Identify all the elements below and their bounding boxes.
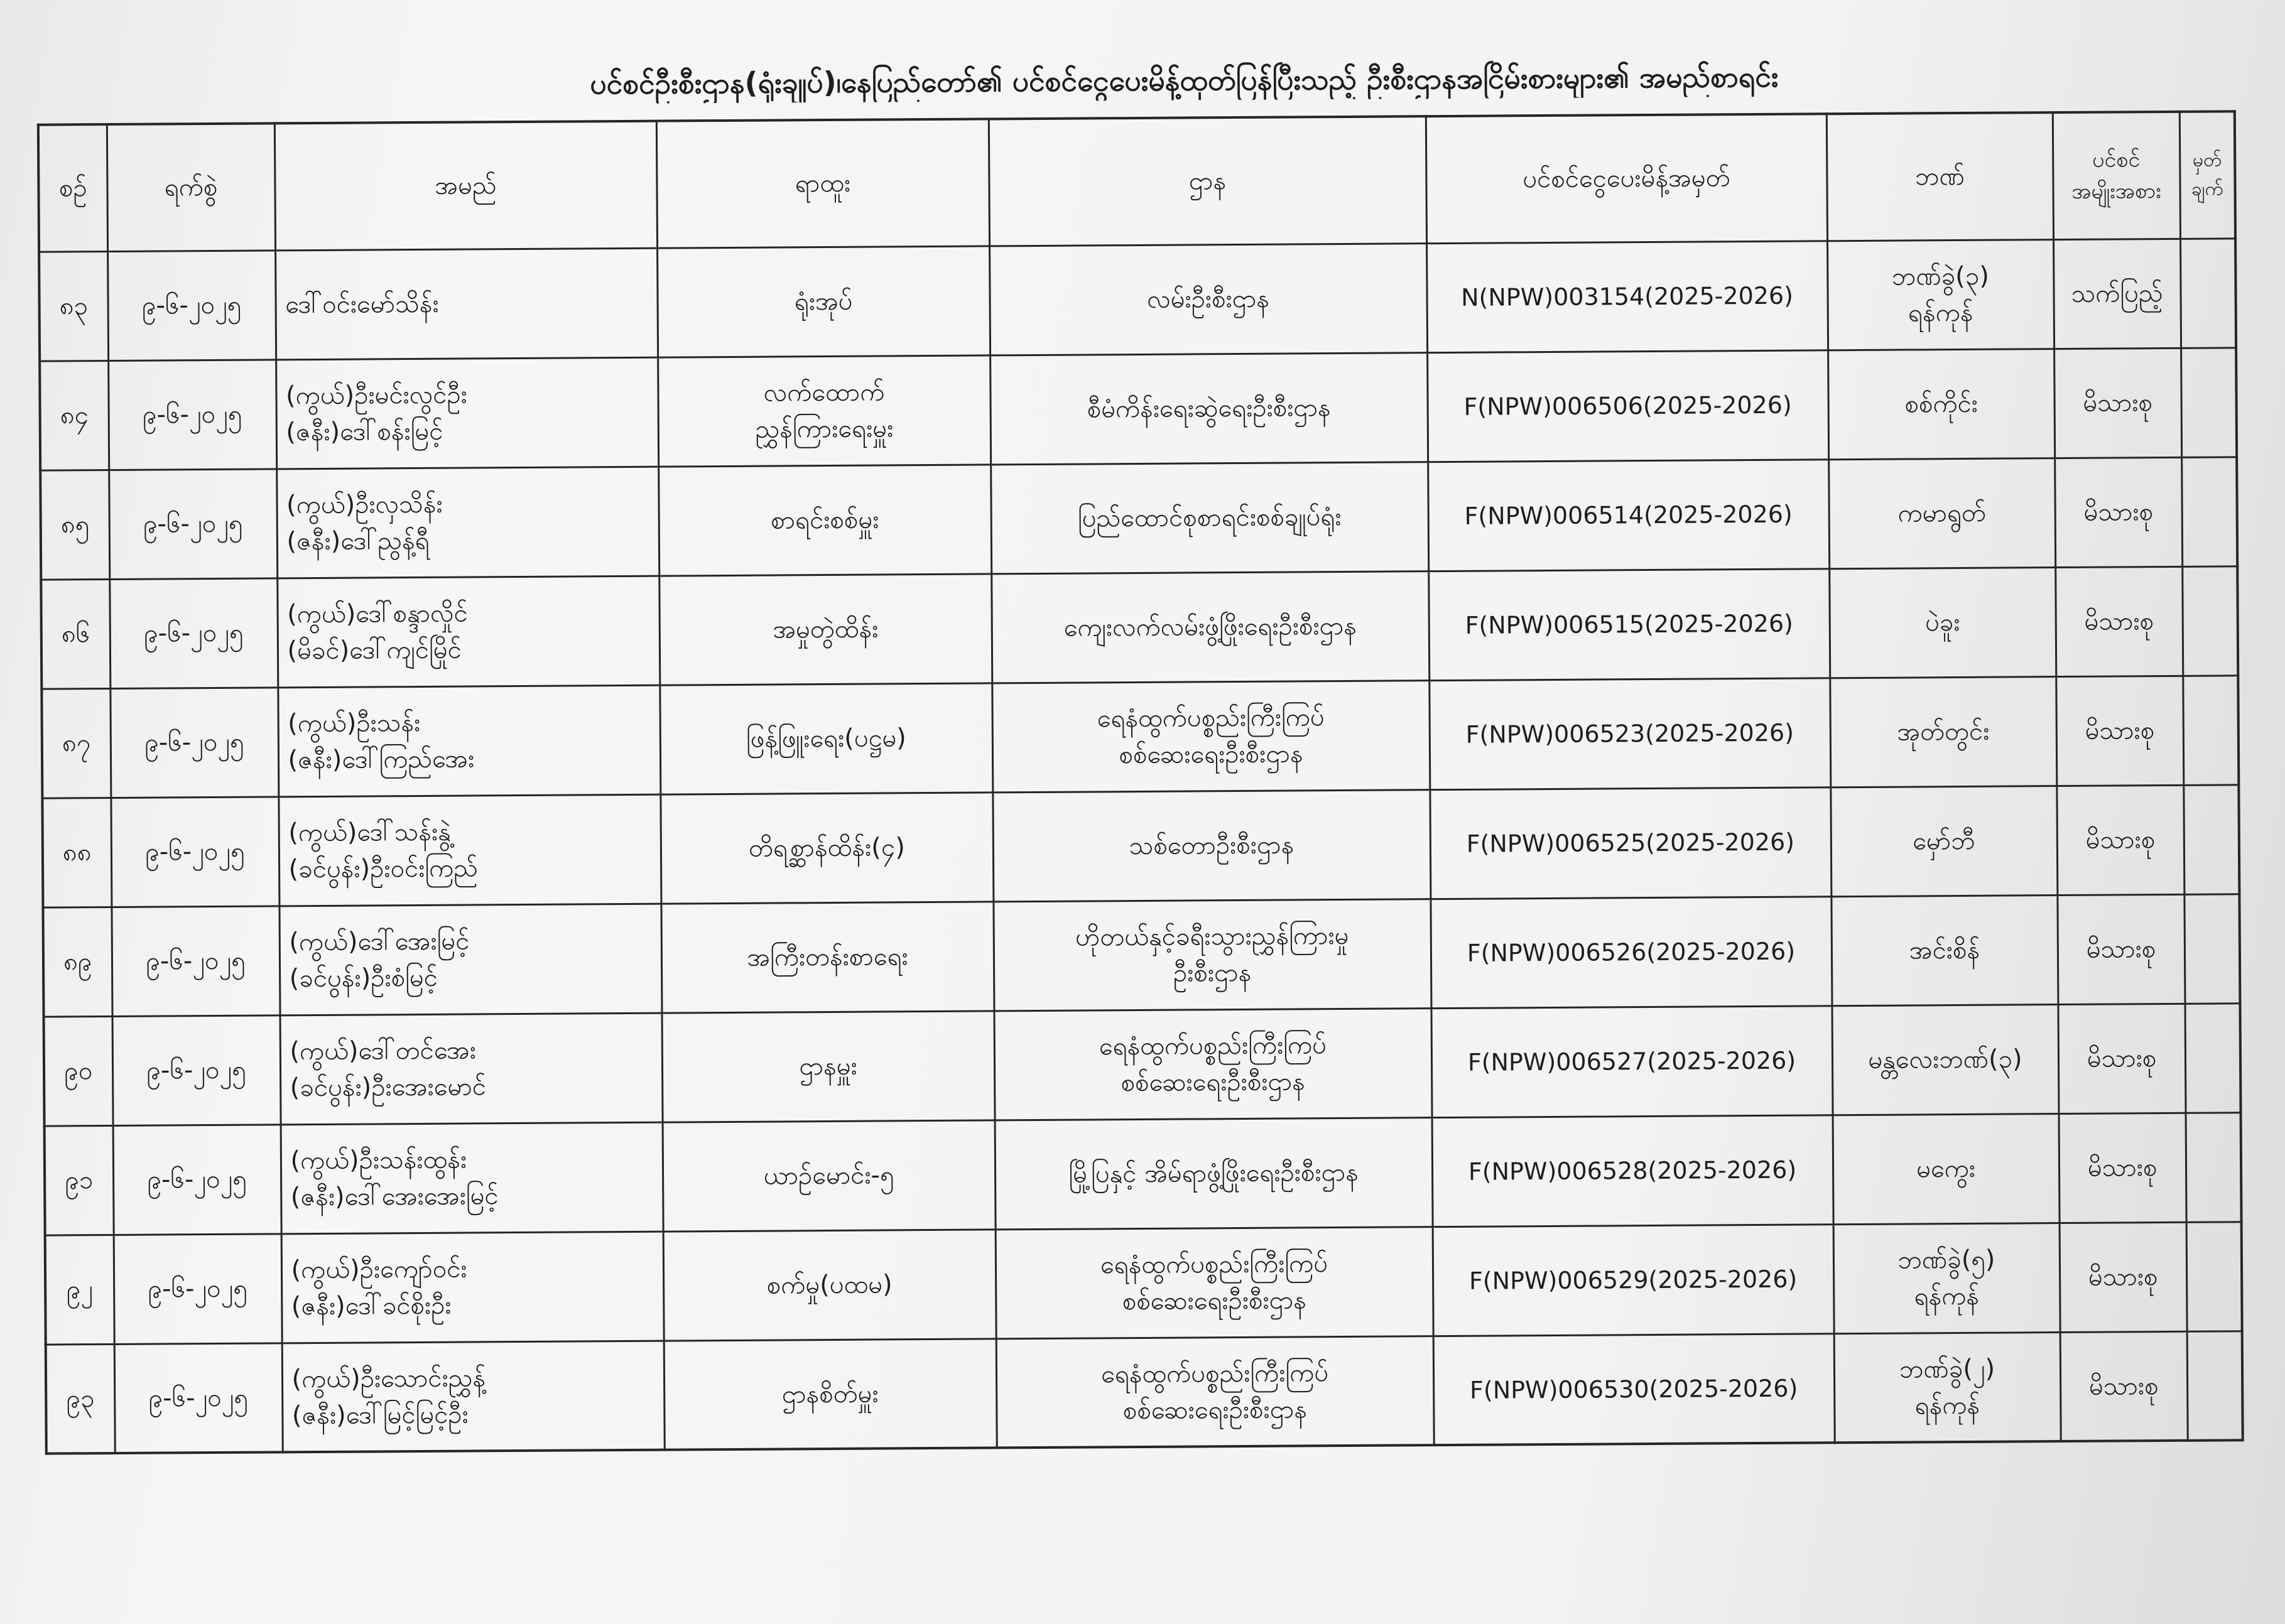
cell-date: ၉-၆-၂၀၂၅ [109,578,278,688]
cell-bank-line: အင်းစိန် [1909,935,1980,965]
cell-row-number: ၈၈ [42,798,111,907]
cell-name-line: (ခင်ပွန်း)ဦးအေးမောင် [290,1072,487,1103]
cell-position-line: ဌာနစိတ်မှူး [781,1379,879,1409]
cell-position-line: ဖြန့်ဖြူးရေး(ပဋ္ဌမ) [746,723,906,754]
cell-date: ၉-၆-၂၀၂၅ [110,687,278,798]
cell-name-line: (ကွယ်)ဦးလှသိန်း [286,489,443,520]
cell-date: ၉-၆-၂၀၂၅ [111,906,280,1016]
cell-position-line: စက်မှု(ပထမ) [766,1270,893,1300]
cell-bank-line: စစ်ကိုင်း [1904,389,1978,419]
cell-name-line: (ကွယ်)ဦးသန်း [288,708,421,739]
cell-department-line: ရေနံထွက်ပစ္စည်းကြီးကြပ် [1100,1249,1328,1280]
cell-name-line: ဒေါ်ဝင်းမော်သိန်း [285,289,439,320]
cell-name-line: (ဇနီး)ဒေါ်အေးအေးမြင့် [290,1181,499,1212]
cell-pension-type: မိသားစု [2060,1331,2188,1441]
cell-name-line: (ဇနီး)ဒေါ်ညွန့်ရီ [286,526,430,556]
cell-name [275,248,658,360]
cell-name [282,1341,665,1453]
cell-remark [2187,1331,2243,1441]
cell-row-number: ၉၃ [46,1344,115,1454]
cell-position [663,1229,996,1340]
cell-name-line: (ကွယ်)ဒေါ်သန်းနွဲ့ [288,817,451,848]
cell-bank [1832,1004,2058,1115]
cell-pension-type: မိသားစု [2054,457,2182,567]
cell-department [990,352,1428,464]
cell-date: ၉-၆-၂၀၂၅ [109,468,277,579]
cell-bank [1830,786,2057,896]
cell-department-line: ပြည်ထောင်စုစာရင်းစစ်ချုပ်ရုံး [1077,502,1342,533]
header-remark-line: ချက် [2191,178,2223,200]
cell-position [662,1010,995,1122]
cell-name-line: (ဇနီး)ဒေါ်ကြည်အေး [288,744,475,775]
cell-department-line: ဦးစီးဌာန [1173,958,1252,988]
cell-row-number: ၈၃ [39,251,108,361]
cell-position-line: ရုံးအုပ် [794,286,853,317]
cell-department-line: မြို့ပြနှင့် အိမ်ရာဖွံ့ဖြိုးရေးဦးစီးဌာန [1068,1157,1359,1189]
cell-date: ၉-၆-၂၀၂၅ [114,1233,282,1344]
header-row-number: စဉ် [38,124,107,252]
cell-bank [1833,1223,2060,1333]
cell-department [993,899,1431,1010]
cell-bank [1829,567,2056,678]
cell-remark [2186,1221,2242,1331]
cell-row-number: ၈၄ [40,360,109,470]
cell-name [276,467,659,578]
cell-name-line: (ကွယ်)ဒေါ်စန္ဒာလှိုင် [286,598,468,629]
cell-position-line: တိရစ္ဆာန်ထိန်း(၄) [748,833,905,863]
pension-recipients-table [37,110,2244,1454]
table-row [41,675,2239,798]
cell-position [657,246,990,357]
cell-bank-line: ရန်ကုန် [1914,1390,1980,1421]
cell-bank-line: ဘဏ်ခွဲ(၅) [1897,1245,1995,1275]
cell-date: ၉-၆-၂၀၂၅ [114,1343,283,1453]
cell-pension-order-number: F(NPW)006527(2025-2026) [1431,1005,1832,1117]
cell-department [992,789,1430,901]
cell-remark [2180,238,2236,348]
cell-pension-order-number: F(NPW)006525(2025-2026) [1430,787,1831,899]
cell-department-line: လမ်းဦးစီးဌာန [1147,284,1270,314]
cell-pension-type: မိသားစု [2055,566,2183,676]
cell-department [989,243,1427,355]
cell-pension-order-number: F(NPW)006530(2025-2026) [1433,1333,1835,1445]
cell-pension-type: မိသားစု [2054,348,2181,458]
cell-bank [1828,349,2054,459]
cell-date: ၉-၆-၂၀၂၅ [107,250,276,360]
cell-bank-line: မှော်ဘီ [1912,826,1975,856]
cell-department-line: စီမံကိန်းရေးဆွဲရေးဦးစီးဌာန [1087,393,1331,424]
cell-pension-type: မိသားစု [2056,676,2183,786]
cell-pension-type: မိသားစု [2057,894,2185,1004]
cell-pension-order-number: F(NPW)006523(2025-2026) [1429,678,1830,789]
cell-position-line: စာရင်းစစ်မှူး [770,505,879,535]
document-title: ပင်စင်ဦးစီးဌာန(ရုံးချုပ်)၊နေပြည်တော်၏ ပင်စင်ငွေပေးမိန့်ထုတ်ပြန်ပြီးသည့် ဦးစီးဌာနအငြိမ်းစားများ၏ အမည်စာရင်း [590,59,1779,101]
cell-department-line: ရေနံထွက်ပစ္စည်းကြီးကြပ် [1097,703,1325,734]
cell-position-line: ညွှန်ကြားရေးမှူး [755,414,894,444]
cell-pension-order-number: N(NPW)003154(2025-2026) [1426,241,1828,352]
cell-department [991,571,1429,683]
cell-date: ၉-၆-၂၀၂၅ [113,1124,281,1235]
cell-row-number: ၉၁ [45,1125,114,1235]
cell-name-line: (ဇနီး)ဒေါ်ခင်စိုးဦး [291,1291,452,1321]
cell-pension-type: မိသားစု [2056,785,2184,895]
cell-position [660,792,993,903]
cell-pension-type: မိသားစု [2059,1113,2186,1223]
header-pension-type-line: အမျိုးအစား [2071,178,2161,205]
cell-remark [2186,1112,2242,1222]
cell-bank-line: ကမာရွတ် [1897,498,1986,528]
cell-name [277,576,659,688]
cell-name-line: (ခင်ပွန်း)ဦးဝင်းကြည် [288,853,478,884]
header-bank: ဘဏ် [1826,112,2053,241]
cell-pension-order-number: F(NPW)006506(2025-2026) [1427,350,1828,462]
cell-bank [1833,1113,2060,1224]
cell-bank-line: ရန်ကုန် [1908,298,1973,328]
cell-date: ၉-၆-၂၀၂၅ [111,796,279,907]
table-row [40,457,2237,579]
cell-department [995,1117,1433,1229]
cell-name [276,357,658,469]
cell-department-line: စစ်ဆေးရေးဦးစီးဌာန [1122,1286,1307,1316]
cell-name [280,1013,663,1125]
header-row [38,111,2235,251]
header-pension-type [2053,112,2180,239]
header-department: ဌာန [989,116,1426,246]
cell-remark [2183,784,2239,894]
header-date: ရက်စွဲ [107,123,275,251]
cell-department-line: စစ်ဆေးရေးဦးစီးဌာန [1121,1067,1305,1098]
cell-name [279,904,661,1015]
cell-position-line: ဌာနမှူး [799,1051,857,1081]
cell-pension-order-number: F(NPW)006528(2025-2026) [1432,1115,1833,1226]
cell-department-line: စစ်ဆေးရေးဦးစီးဌာန [1119,739,1303,770]
cell-position-line: အမှုတွဲထိန်း [773,614,879,644]
cell-pension-order-number: F(NPW)006529(2025-2026) [1433,1224,1834,1336]
cell-bank-line: ရန်ကုန် [1914,1281,1980,1311]
cell-department [996,1226,1433,1338]
cell-pension-type: သက်ပြည့် [2053,239,2181,349]
cell-position [661,901,994,1012]
header-position: ရာထူး [656,119,989,247]
cell-bank-line: ဘဏ်ခွဲ(၂) [1899,1354,1995,1384]
cell-position [664,1338,997,1449]
cell-pension-type: မိသားစု [2060,1222,2187,1332]
cell-remark [2185,1003,2240,1113]
header-remark-line: မှတ် [2192,149,2222,171]
cell-name-line: (ခင်ပွန်း)ဦးစံမြင့် [289,963,438,993]
cell-name [278,685,660,797]
cell-name [281,1122,663,1234]
cell-name-line: (ကွယ်)ဦးကျော်ဝင်း [291,1254,467,1285]
cell-department-line: ရေနံထွက်ပစ္စည်းကြီးကြပ် [1099,1031,1327,1061]
cell-name [278,794,661,906]
cell-bank [1834,1332,2061,1443]
cell-department [996,1336,1434,1448]
cell-position [663,1120,996,1231]
cell-bank [1830,676,2056,787]
cell-pension-order-number: F(NPW)006526(2025-2026) [1430,896,1832,1008]
cell-bank-line: အုတ်တွင်း [1897,717,1990,747]
cell-bank [1831,895,2058,1005]
table-row [46,1331,2243,1453]
table-row [42,784,2239,907]
table-row [41,566,2238,688]
header-name: အမည် [274,121,657,251]
cell-row-number: ၈၇ [41,688,111,798]
cell-name-line: (ဇနီး)ဒေါ်စန်းမြင့် [286,416,443,447]
cell-name-line: (ကွယ်)ဦးမင်းလွင်ဦး [285,380,467,411]
cell-department [994,1008,1431,1120]
cell-bank [1828,458,2055,568]
table-row [45,1221,2242,1344]
cell-name-line: (ကွယ်)ဒေါ်အေးမြင့် [289,926,470,957]
cell-name-line: (ကွယ်)ဒေါ်တင်အေး [290,1036,476,1066]
cell-department-line: သစ်တောဦးစီးဌာန [1129,830,1294,861]
cell-position [659,683,992,794]
document-sheet [35,43,2242,1463]
table-row [43,894,2240,1016]
cell-bank-line: ပဲခူး [1924,608,1960,637]
cell-department [992,680,1430,792]
cell-name-line: (ဇနီး)ဒေါ်မြင့်မြင့်ဦး [291,1400,469,1430]
cell-remark [2181,457,2237,566]
cell-position-line: အကြီးတန်းစာရေး [747,942,908,972]
cell-position [658,355,991,466]
table-row [39,238,2236,360]
table-row [45,1112,2242,1235]
table-body [39,238,2243,1453]
cell-department [991,462,1428,573]
table-header [38,111,2235,251]
cell-department-line: ဟိုတယ်နှင့်ခရီးသွားညွှန်ကြားမှု [1075,921,1349,952]
cell-row-number: ၈၅ [40,470,109,580]
cell-position [659,573,992,685]
cell-department-line: ရေနံထွက်ပစ္စည်းကြီးကြပ် [1100,1358,1329,1389]
table-row [44,1003,2241,1125]
cell-date: ၉-၆-၂၀၂၅ [108,359,276,470]
cell-position-line: လက်ထောက် [763,377,885,408]
cell-row-number: ၈၆ [41,579,110,689]
cell-bank [1827,239,2054,350]
cell-position-line: ယာဉ်မောင်း-၅ [763,1161,894,1191]
cell-pension-type: မိသားစု [2058,1004,2185,1113]
cell-remark [2182,566,2238,676]
cell-department-line: စစ်ဆေးရေးဦးစီးဌာန [1122,1395,1308,1425]
header-pension-order-number: ပင်စင်ငွေပေးမိန့်အမှတ် [1426,114,1827,243]
cell-row-number: ၉၂ [45,1235,114,1345]
cell-name-line: (မိခင်)ဒေါ်ကျင်မြိုင် [287,635,462,666]
header-remark [2179,111,2235,239]
cell-pension-order-number: F(NPW)006515(2025-2026) [1428,568,1830,680]
cell-name [281,1232,664,1343]
cell-department-line: ကျေးလက်လမ်းဖွံ့ဖြိုးရေးဦးစီးဌာန [1063,611,1357,642]
cell-remark [2181,347,2237,457]
cell-name-line: (ကွယ်)ဦးသောင်းညွှန့် [291,1363,486,1394]
cell-name-line: (ကွယ်)ဦးသန်းထွန်း [290,1145,467,1176]
cell-bank-line: ဘဏ်ခွဲ(၃) [1891,261,1990,291]
cell-remark [2184,894,2240,1004]
cell-bank-line: မကွေး [1916,1154,1976,1184]
cell-row-number: ၈၉ [43,907,112,1017]
cell-row-number: ၉၀ [44,1016,113,1126]
cell-bank-line: မန္တလေးဘဏ်(၃) [1868,1044,2022,1075]
header-pension-type-line: ပင်စင် [2092,147,2141,173]
cell-pension-order-number: F(NPW)006514(2025-2026) [1428,459,1829,571]
cell-position [658,464,991,575]
cell-date: ၉-၆-၂၀၂၅ [112,1015,281,1125]
cell-remark [2183,675,2239,785]
table-row [40,347,2237,470]
